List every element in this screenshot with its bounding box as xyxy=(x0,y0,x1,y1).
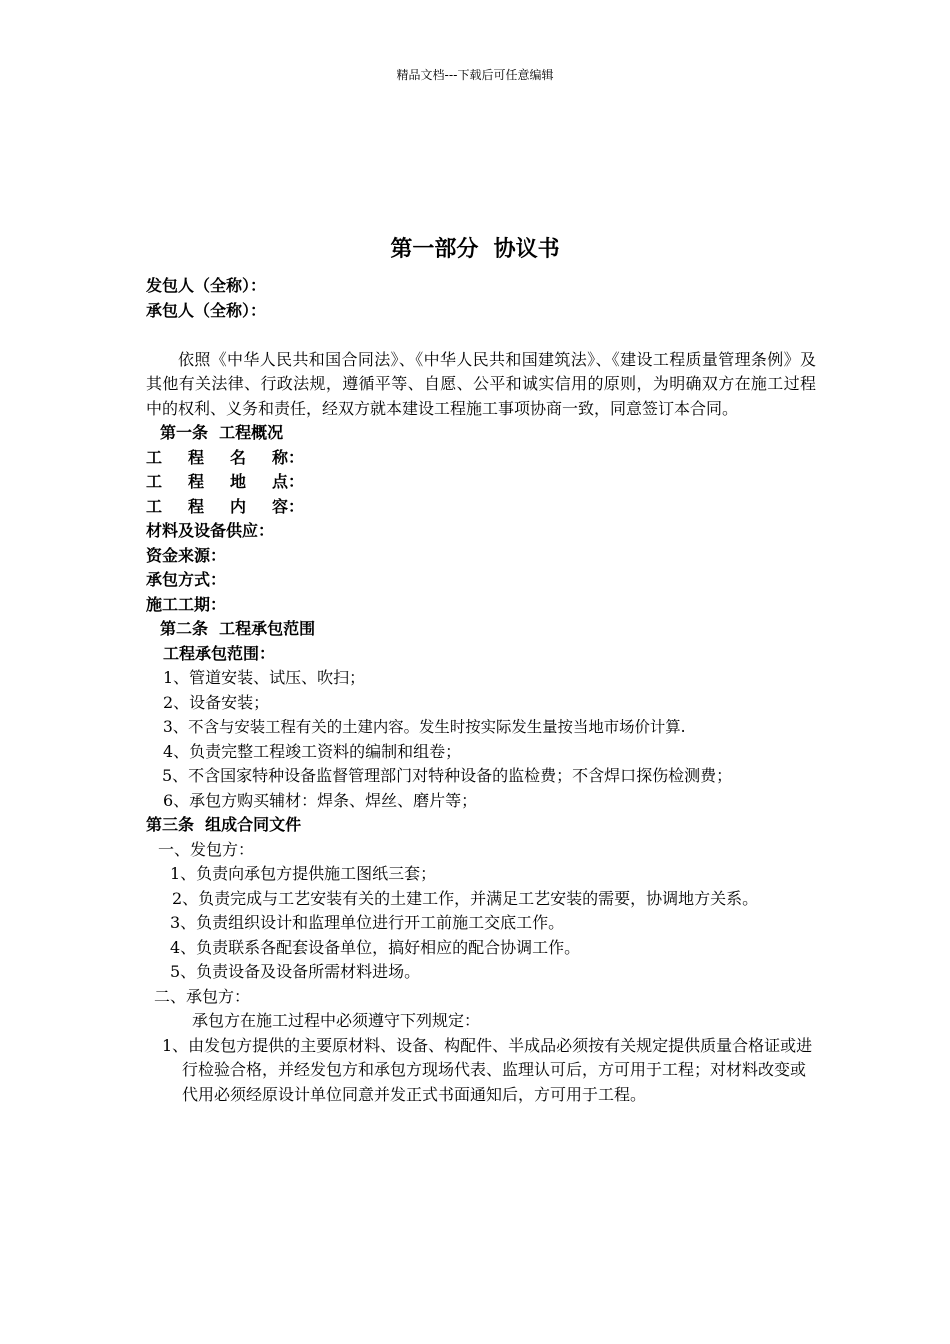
project-content-label: 工程内容 xyxy=(146,496,288,516)
header-watermark: 精品文档---下载后可任意编辑 xyxy=(396,68,554,82)
article-2-heading: 第二条 工程承包范围 xyxy=(160,619,316,638)
intro-paragraph: 依照《中华人民共和国合同法》、《中华人民共和国建筑法》、《建设工程质量管理条例》及其他有关法律、行政法规，遵循平等、自愿、公平和诚实信用的原则，为明确双方在施工过程中的权利、义务和责任，经双方就本建设工程施工事项协商一致，同意签订本合同。 xyxy=(146,349,816,418)
contractor-duty-item: 1、由发包方提供的主要原材料、设备、构配件、半成品必须按有关规定提供质量合格证或进行检验合格，并经发包方和承包方现场代表、监理认可后，方可用于工程；对材料改变或代用必须经原设计单位同意并发正式书面通知后，方可用于工程。 xyxy=(162,1035,813,1104)
materials-line: 材料及设备供应： xyxy=(146,521,275,540)
scope-item: 1、管道安装、试压、吹扫； xyxy=(163,668,366,687)
project-location-label: 工程地点 xyxy=(146,472,288,491)
period-line: 施工工期： xyxy=(146,594,227,614)
project-content-line xyxy=(146,495,816,520)
contractor-line: 承包人（全称）： xyxy=(146,300,267,320)
project-name-label: 工程名称 xyxy=(146,447,288,467)
contractor-duties-intro: 承包方在施工过程中必须遵守下列规定： xyxy=(192,1011,481,1030)
article-1-heading: 第一条 工程概况 xyxy=(160,423,284,442)
employer-duties-label: 一、发包方： xyxy=(158,839,255,859)
employer-duty-item: 2、负责完成与工艺安装有关的土建工作，并满足工艺安装的需要，协调地方关系。 xyxy=(172,888,759,908)
method-line: 承包方式： xyxy=(146,570,227,589)
project-content-colon: ： xyxy=(288,496,305,516)
scope-item: 4、负责完整工程竣工资料的编制和组卷； xyxy=(163,741,462,761)
page-title: 第一部分 协议书 xyxy=(390,237,560,262)
project-name-line xyxy=(146,446,816,471)
scope-item: 6、承包方购买辅材：焊条、焊丝、磨片等； xyxy=(163,790,478,810)
document-body xyxy=(146,274,816,1107)
employer-duty-item: 5、负责设备及设备所需材料进场。 xyxy=(170,962,421,981)
article-2-subheading: 工程承包范围： xyxy=(163,643,276,663)
article-3-heading: 第三条 组成合同文件 xyxy=(146,815,302,834)
blank-line xyxy=(146,323,816,348)
funding-line: 资金来源： xyxy=(146,545,227,565)
project-name-colon: ： xyxy=(288,447,305,467)
project-location-colon: ： xyxy=(288,472,305,491)
employer-duty-item: 4、负责联系各配套设备单位，搞好相应的配合协调工作。 xyxy=(170,937,581,957)
employer-duty-item: 3、负责组织设计和监理单位进行开工前施工交底工作。 xyxy=(170,913,565,932)
scope-item: 2、设备安装； xyxy=(163,692,270,712)
contractor-duties-label: 二、承包方： xyxy=(154,986,251,1006)
scope-item: 3、不含与安装工程有关的土建内容。发生时按实际发生量按当地市场价计算. xyxy=(163,718,686,736)
employer-duty-item: 1、负责向承包方提供施工图纸三套； xyxy=(170,864,437,883)
project-location-line xyxy=(146,470,816,495)
scope-item: 5、不含国家特种设备监督管理部门对特种设备的监检费；不含焊口探伤检测费； xyxy=(162,766,733,785)
employer-line: 发包人（全称）： xyxy=(146,276,267,295)
